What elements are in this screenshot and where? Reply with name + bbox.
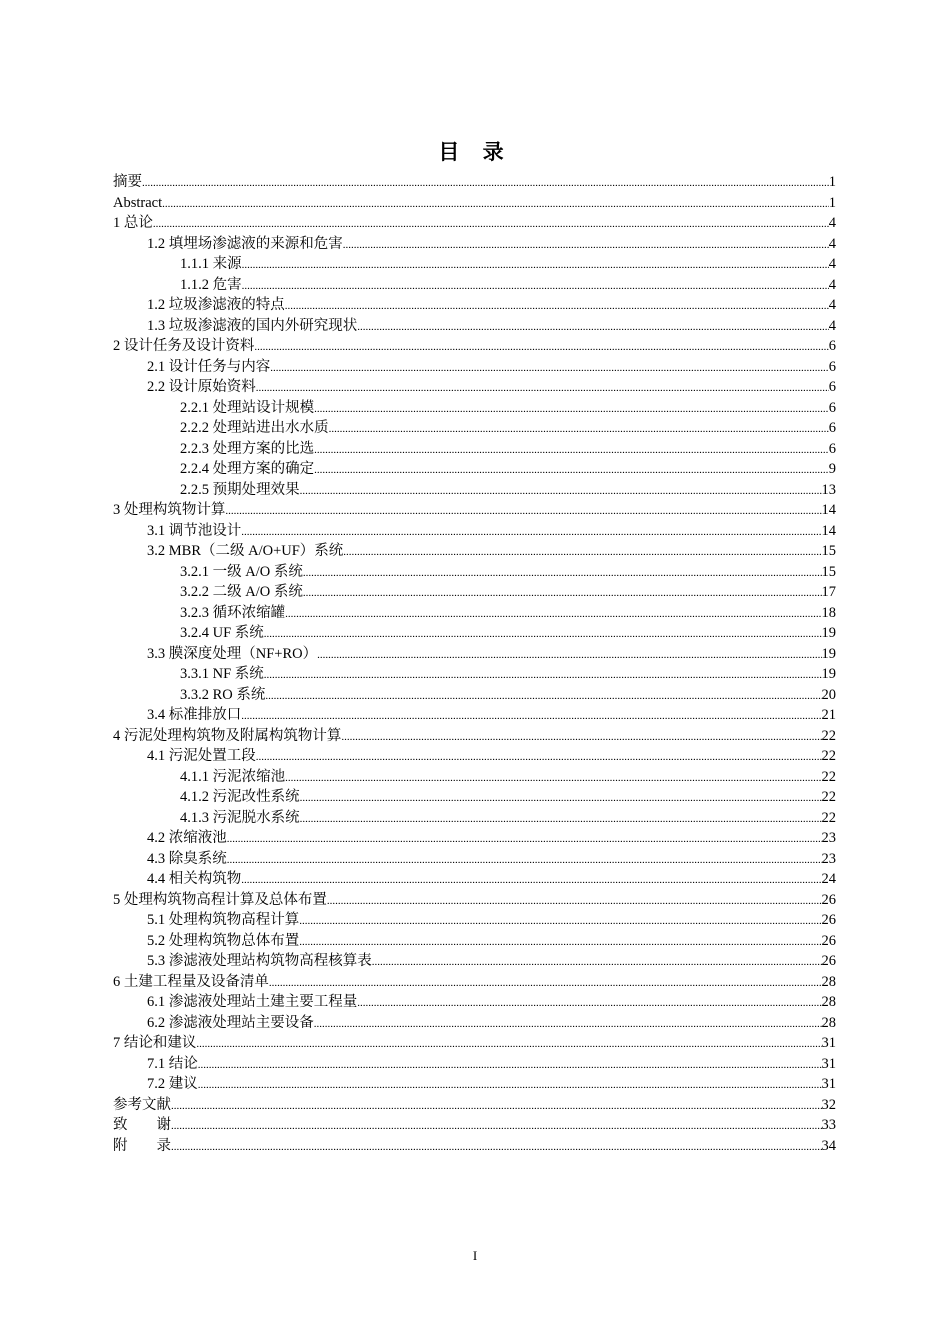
toc-entry[interactable] (113, 726, 836, 747)
toc-leader-dots (285, 604, 821, 625)
toc-leader-dots (341, 727, 821, 748)
toc-entry-page: 22 (821, 809, 836, 826)
toc-entry[interactable] (113, 500, 836, 521)
toc-leader-dots (299, 911, 821, 932)
toc-entry[interactable] (113, 603, 836, 624)
toc-entry-page: 26 (821, 912, 836, 928)
toc-leader-dots (198, 1075, 822, 1096)
toc-entry[interactable] (113, 418, 836, 439)
toc-entry-label: 摘要 (113, 174, 142, 190)
toc-entry-page: 33 (821, 1117, 836, 1133)
toc-entry[interactable] (113, 992, 836, 1013)
toc-leader-dots (225, 501, 821, 522)
toc-entry-label: 致 谢 (113, 1117, 171, 1133)
toc-leader-dots (285, 296, 829, 317)
toc-entry-label: 4.1 污泥处置工段 (147, 748, 256, 764)
toc-entry-label: 6.2 渗滤液处理站主要设备 (147, 1014, 314, 1031)
toc-entry[interactable] (113, 890, 836, 911)
toc-entry[interactable] (113, 849, 836, 870)
toc-leader-dots (241, 706, 821, 727)
toc-entry-label: 1.2 填埋场渗滤液的来源和危害 (147, 235, 343, 252)
table-of-contents (113, 172, 836, 1156)
toc-leader-dots (343, 542, 821, 563)
toc-entry[interactable] (113, 336, 836, 357)
toc-entry-page: 15 (821, 563, 836, 580)
toc-entry-page: 9 (828, 461, 836, 477)
toc-entry-page: 22 (821, 727, 836, 744)
toc-entry-label: 2.2.4 处理方案的确定 (180, 461, 315, 477)
toc-entry-page: 15 (821, 543, 836, 559)
toc-leader-dots (343, 235, 829, 256)
toc-entry-page: 32 (821, 1096, 836, 1113)
toc-leader-dots (264, 624, 822, 645)
toc-entry[interactable] (113, 1095, 836, 1116)
toc-leader-dots (299, 932, 821, 953)
toc-entry[interactable] (113, 316, 836, 337)
toc-entry-page: 31 (821, 1055, 836, 1072)
toc-entry-page: 28 (821, 973, 836, 990)
toc-entry-page: 6 (828, 358, 836, 375)
toc-entry-page: 4 (828, 256, 836, 272)
toc-entry-label: 5.3 渗滤液处理站构筑物高程核算表 (147, 953, 372, 969)
toc-leader-dots (171, 1116, 822, 1137)
toc-entry-page: 23 (821, 850, 836, 867)
toc-entry-page: 19 (821, 666, 836, 682)
toc-entry-label: 2.2.3 处理方案的比选 (180, 440, 315, 457)
toc-entry-label: 2.2.1 处理站设计规模 (180, 399, 315, 416)
toc-leader-dots (242, 255, 829, 276)
toc-entry-page: 19 (821, 625, 836, 641)
toc-leader-dots (314, 440, 829, 461)
toc-entry[interactable] (113, 931, 836, 952)
toc-leader-dots (357, 317, 829, 338)
toc-entry[interactable] (113, 582, 836, 603)
toc-entry-page: 26 (821, 953, 836, 969)
toc-leader-dots (314, 1014, 822, 1035)
toc-leader-dots (357, 993, 821, 1014)
toc-entry-page: 23 (821, 830, 836, 846)
toc-entry-label: Abstract (113, 194, 163, 211)
toc-entry-page: 1 (828, 194, 836, 211)
toc-entry[interactable] (113, 644, 836, 665)
toc-entry[interactable] (113, 746, 836, 767)
toc-entry-page: 22 (821, 748, 836, 764)
toc-entry-page: 6 (828, 399, 836, 416)
toc-entry-page: 6 (828, 440, 836, 457)
toc-entry-label: 2.2.5 预期处理效果 (180, 481, 300, 498)
toc-leader-dots (256, 747, 822, 768)
toc-entry-label: 1 总论 (113, 215, 153, 231)
toc-entry[interactable] (113, 480, 836, 501)
toc-leader-dots (153, 214, 829, 235)
page-number-footer: I (472, 1248, 478, 1263)
toc-entry-label: 6.1 渗滤液处理站土建主要工程量 (147, 994, 358, 1010)
toc-entry-page: 18 (821, 604, 836, 621)
toc-entry-page: 21 (821, 707, 836, 723)
toc-leader-dots (327, 891, 822, 912)
toc-entry[interactable] (113, 664, 836, 685)
toc-entry-label: 3.4 标准排放口 (147, 707, 242, 723)
toc-entry[interactable] (113, 213, 836, 234)
toc-entry-page: 6 (828, 338, 836, 354)
toc-entry-label: 4.1.2 污泥改性系统 (180, 789, 300, 805)
toc-entry-label: 5.1 处理构筑物高程计算 (147, 912, 300, 928)
toc-entry-page: 14 (821, 502, 836, 518)
toc-leader-dots (314, 460, 829, 481)
toc-entry-page: 4 (828, 276, 836, 293)
toc-leader-dots (303, 583, 822, 604)
toc-entry-page: 1 (828, 174, 836, 190)
toc-entry[interactable] (113, 1136, 836, 1157)
toc-leader-dots (264, 665, 822, 686)
toc-entry-label: 4 污泥处理构筑物及附属构筑物计算 (113, 727, 342, 744)
toc-entry-page: 28 (821, 1014, 836, 1031)
toc-leader-dots (256, 378, 829, 399)
toc-entry[interactable] (113, 357, 836, 378)
toc-entry-label: 4.1.3 污泥脱水系统 (180, 809, 300, 826)
toc-entry[interactable] (113, 910, 836, 931)
toc-entry-label: 4.2 浓缩液池 (147, 830, 227, 846)
toc-leader-dots (162, 194, 829, 215)
toc-entry-page: 22 (821, 768, 836, 785)
toc-leader-dots (372, 952, 822, 973)
toc-entry-label: 参考文献 (113, 1096, 171, 1113)
toc-entry-page: 26 (821, 932, 836, 949)
toc-entry[interactable] (113, 193, 836, 214)
toc-entry-label: 3 处理构筑物计算 (113, 502, 226, 518)
toc-entry[interactable] (113, 767, 836, 788)
toc-entry[interactable] (113, 1033, 836, 1054)
toc-leader-dots (196, 1034, 821, 1055)
toc-entry-page: 4 (828, 317, 836, 334)
toc-entry[interactable] (113, 459, 836, 480)
toc-entry-label: 3.1 调节池设计 (147, 522, 242, 539)
toc-entry[interactable] (113, 562, 836, 583)
toc-entry-page: 22 (821, 789, 836, 805)
toc-entry[interactable] (113, 1054, 836, 1075)
toc-entry-label: 3.2.3 循环浓缩罐 (180, 604, 286, 621)
toc-entry-label: 3.2 MBR（二级 A/O+UF）系统 (147, 543, 344, 559)
toc-entry[interactable] (113, 828, 836, 849)
toc-entry-label: 附 录 (113, 1137, 171, 1154)
toc-entry-page: 34 (821, 1137, 836, 1154)
toc-entry-label: 5 处理构筑物高程计算及总体布置 (113, 891, 327, 908)
toc-entry-page: 4 (828, 297, 836, 313)
toc-leader-dots (269, 973, 822, 994)
toc-leader-dots (254, 337, 828, 358)
toc-entry[interactable] (113, 295, 836, 316)
toc-entry[interactable] (113, 808, 836, 829)
toc-leader-dots (241, 522, 821, 543)
toc-entry[interactable] (113, 398, 836, 419)
toc-entry[interactable] (113, 254, 836, 275)
page-title: 目 录 (438, 140, 512, 164)
toc-leader-dots (317, 645, 821, 666)
toc-entry-label: 4.1.1 污泥浓缩池 (180, 768, 286, 785)
toc-entry-label: 2.2.2 处理站进出水水质 (180, 420, 329, 436)
toc-leader-dots (227, 850, 822, 871)
toc-entry[interactable] (113, 172, 836, 193)
toc-entry-label: 3.3 膜深度处理（NF+RO） (147, 645, 318, 662)
toc-leader-dots (242, 276, 829, 297)
toc-entry-page: 4 (828, 215, 836, 231)
toc-entry-label: 1.3 垃圾渗滤液的国内外研究现状 (147, 317, 358, 334)
toc-entry-page: 14 (821, 522, 836, 539)
toc-entry-label: 5.2 处理构筑物总体布置 (147, 932, 300, 949)
toc-leader-dots (300, 788, 822, 809)
toc-leader-dots (198, 1055, 822, 1076)
toc-entry-page: 26 (821, 891, 836, 908)
toc-entry-page: 31 (821, 1035, 836, 1051)
toc-leader-dots (227, 829, 822, 850)
toc-entry-page: 17 (821, 584, 836, 600)
toc-entry-label: 7.1 结论 (147, 1055, 198, 1072)
toc-entry[interactable] (113, 541, 836, 562)
toc-entry-page: 20 (821, 686, 836, 703)
toc-entry-label: 7.2 建议 (147, 1076, 198, 1092)
toc-entry-label: 3.2.4 UF 系统 (180, 625, 264, 641)
toc-leader-dots (314, 399, 829, 420)
toc-entry[interactable] (113, 439, 836, 460)
toc-entry-label: 3.2.2 二级 A/O 系统 (180, 584, 303, 600)
toc-entry-label: 6 土建工程量及设备清单 (113, 973, 269, 990)
toc-entry[interactable] (113, 234, 836, 255)
toc-entry-label: 7 结论和建议 (113, 1035, 197, 1051)
toc-leader-dots (285, 768, 821, 789)
toc-entry[interactable] (113, 685, 836, 706)
toc-entry[interactable] (113, 1074, 836, 1095)
toc-entry[interactable] (113, 521, 836, 542)
toc-entry-label: 2.2 设计原始资料 (147, 379, 256, 395)
toc-entry-label: 3.3.1 NF 系统 (180, 666, 264, 682)
toc-leader-dots (329, 419, 829, 440)
toc-leader-dots (142, 173, 829, 194)
toc-entry[interactable] (113, 972, 836, 993)
toc-entry[interactable] (113, 1115, 836, 1136)
toc-leader-dots (300, 481, 822, 502)
toc-entry-label: 1.1.1 来源 (180, 256, 242, 272)
toc-entry[interactable] (113, 1013, 836, 1034)
toc-entry[interactable] (113, 869, 836, 890)
toc-entry-label: 2 设计任务及设计资料 (113, 338, 255, 354)
toc-entry-page: 4 (828, 235, 836, 252)
toc-entry-page: 6 (828, 420, 836, 436)
toc-entry-label: 2.1 设计任务与内容 (147, 358, 271, 375)
toc-entry-page: 31 (821, 1076, 836, 1092)
toc-entry-page: 28 (821, 994, 836, 1010)
toc-leader-dots (300, 809, 822, 830)
toc-entry[interactable] (113, 275, 836, 296)
toc-entry-label: 3.3.2 RO 系统 (180, 686, 266, 703)
toc-entry[interactable] (113, 951, 836, 972)
toc-entry-label: 1.2 垃圾渗滤液的特点 (147, 297, 285, 313)
toc-entry[interactable] (113, 623, 836, 644)
toc-entry-page: 13 (821, 481, 836, 498)
toc-leader-dots (270, 358, 829, 379)
toc-entry-page: 6 (828, 379, 836, 395)
toc-entry-page: 24 (821, 871, 836, 887)
toc-leader-dots (171, 1137, 822, 1158)
toc-entry-page: 19 (821, 645, 836, 662)
toc-entry-label: 3.2.1 一级 A/O 系统 (180, 563, 303, 580)
toc-entry-label: 1.1.2 危害 (180, 276, 242, 293)
toc-entry[interactable] (113, 705, 836, 726)
toc-entry-label: 4.4 相关构筑物 (147, 871, 242, 887)
toc-leader-dots (241, 870, 821, 891)
toc-leader-dots (171, 1096, 822, 1117)
toc-entry[interactable] (113, 787, 836, 808)
toc-leader-dots (303, 563, 822, 584)
toc-leader-dots (265, 686, 821, 707)
toc-entry-label: 4.3 除臭系统 (147, 850, 227, 867)
toc-entry[interactable] (113, 377, 836, 398)
